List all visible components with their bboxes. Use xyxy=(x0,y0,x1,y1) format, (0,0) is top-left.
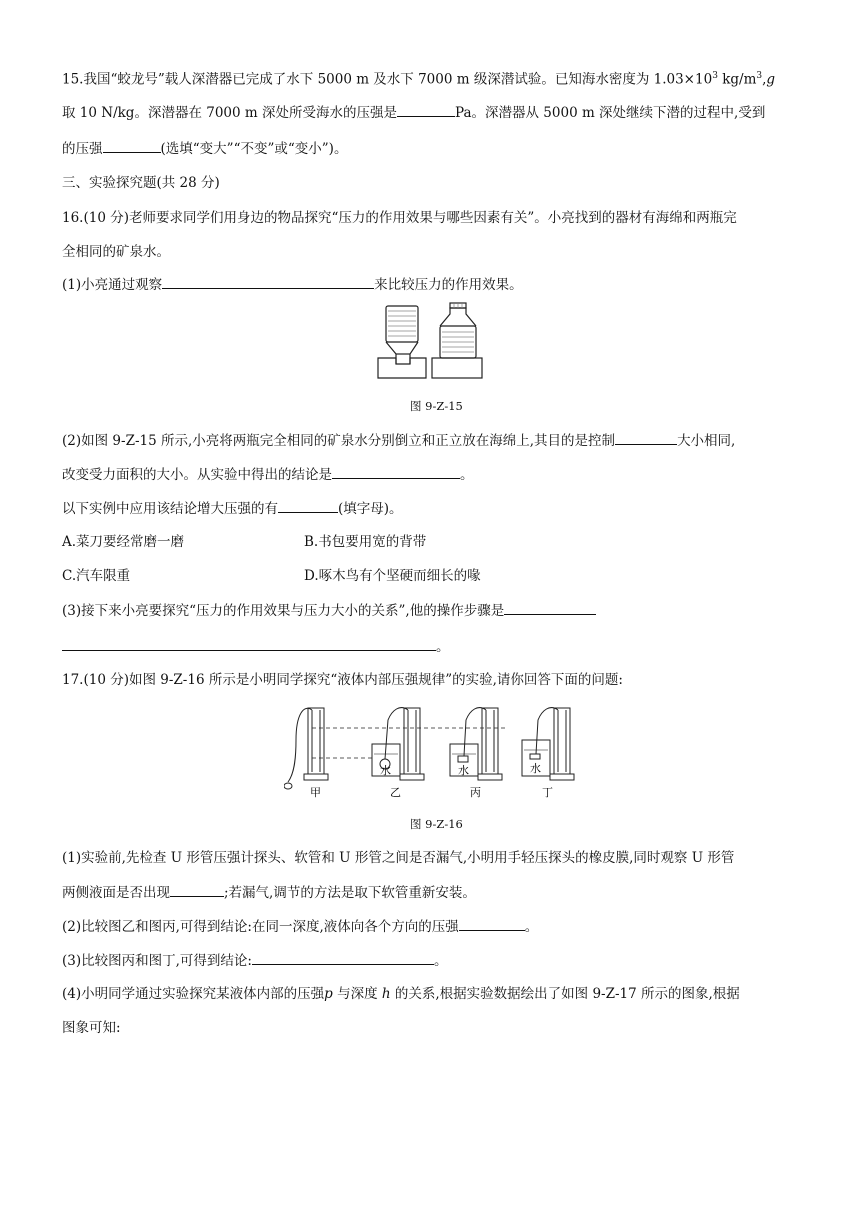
q16-intro-1: 16.(10 分)老师要求同学们用身边的物品探究“压力的作用效果与哪些因素有关”。小亮找到的器材有海绵和两瓶完 xyxy=(62,210,737,226)
figure-caption: 图 9-Z-16 xyxy=(410,817,463,831)
answer-blank[interactable] xyxy=(103,138,161,153)
answer-blank[interactable] xyxy=(397,102,455,117)
figure-9-z-15 xyxy=(376,300,488,386)
q17-part-1-b: 两侧液面是否出现 ;若漏气,调节的方法是取下软管重新安装。 xyxy=(62,882,476,903)
answer-blank[interactable] xyxy=(252,950,434,965)
answer-blank[interactable] xyxy=(170,882,224,897)
option-d: D.啄木鸟有个坚硬而细长的喙 xyxy=(304,568,481,584)
q15-line-2: 取 10 N/kg。深潜器在 7000 m 深处所受海水的压强是 Pa。深潜器从 5000 m 深处继续下潜的过程中,受到 xyxy=(62,102,765,123)
q17-intro: 17.(10 分)如图 9-Z-16 所示是小明同学探究“液体内部压强规律”的实验,请你回答下面的问题: xyxy=(62,672,623,688)
answer-blank[interactable] xyxy=(615,430,677,445)
answer-blank[interactable] xyxy=(162,274,374,289)
answer-blank[interactable] xyxy=(504,600,596,615)
q16-part-2-c: 以下实例中应用该结论增大压强的有 (填字母)。 xyxy=(62,498,403,519)
figure-label-jia: 甲 xyxy=(310,786,321,799)
q17-part-3: (3)比较图丙和图丁,可得到结论: 。 xyxy=(62,950,447,971)
option-a: A.菜刀要经常磨一磨 xyxy=(62,534,185,550)
option-b: B.书包要用宽的背带 xyxy=(304,534,427,550)
q15-line-3: 的压强 (选填“变大”“不变”或“变小”)。 xyxy=(62,138,347,159)
q16-part-1: (1)小亮通过观察 来比较压力的作用效果。 xyxy=(62,274,523,295)
section-heading: 三、实验探究题(共 28 分) xyxy=(62,175,220,191)
q17-part-4-a: (4)小明同学通过实验探究某液体内部的压强p 与深度 h 的关系,根据实验数据绘出了如图 9-Z-17 所示的图象,根据 xyxy=(62,986,740,1002)
answer-blank[interactable] xyxy=(332,464,460,479)
liquid-label-yi: 水 xyxy=(380,764,391,777)
q17-part-1-a: (1)实验前,先检查 U 形管压强计探头、软管和 U 形管之间是否漏气,小明用手轻压探头的橡皮膜,同时观察 U 形管 xyxy=(62,850,735,866)
q16-part-3-cont: 。 xyxy=(62,636,450,657)
answer-blank[interactable] xyxy=(459,916,525,931)
liquid-label-ding: 水 xyxy=(530,762,541,775)
liquid-label-bing: 水 xyxy=(458,764,469,777)
figure-9-z-16 xyxy=(284,700,584,800)
q16-part-3: (3)接下来小亮要探究“压力的作用效果与压力大小的关系”,他的操作步骤是 xyxy=(62,600,596,621)
q15-line-1: 15.我国“蛟龙号”载人深潜器已完成了水下 5000 m 及水下 7000 m 级深潜试验。已知海水密度为 $1.03\times 10^3$ $kg/m^3,g$ xyxy=(62,71,776,88)
q17-part-2: (2)比较图乙和图丙,可得到结论:在同一深度,液体向各个方向的压强 。 xyxy=(62,916,538,937)
figure-label-yi: 乙 xyxy=(390,786,401,799)
option-c: C.汽车限重 xyxy=(62,568,131,584)
figure-label-ding: 丁 xyxy=(542,786,553,799)
q16-part-2-a: (2)如图 9-Z-15 所示,小亮将两瓶完全相同的矿泉水分别倒立和正立放在海绵上,其目的是控制 大小相同, xyxy=(62,430,735,451)
figure-caption: 图 9-Z-15 xyxy=(410,399,463,413)
q17-part-4-b: 图象可知: xyxy=(62,1020,121,1036)
q16-intro-2: 全相同的矿泉水。 xyxy=(62,244,170,260)
answer-blank[interactable] xyxy=(62,636,436,651)
answer-blank[interactable] xyxy=(278,498,338,513)
figure-label-bing: 丙 xyxy=(470,786,481,799)
q16-part-2-b: 改变受力面积的大小。从实验中得出的结论是 。 xyxy=(62,464,474,485)
